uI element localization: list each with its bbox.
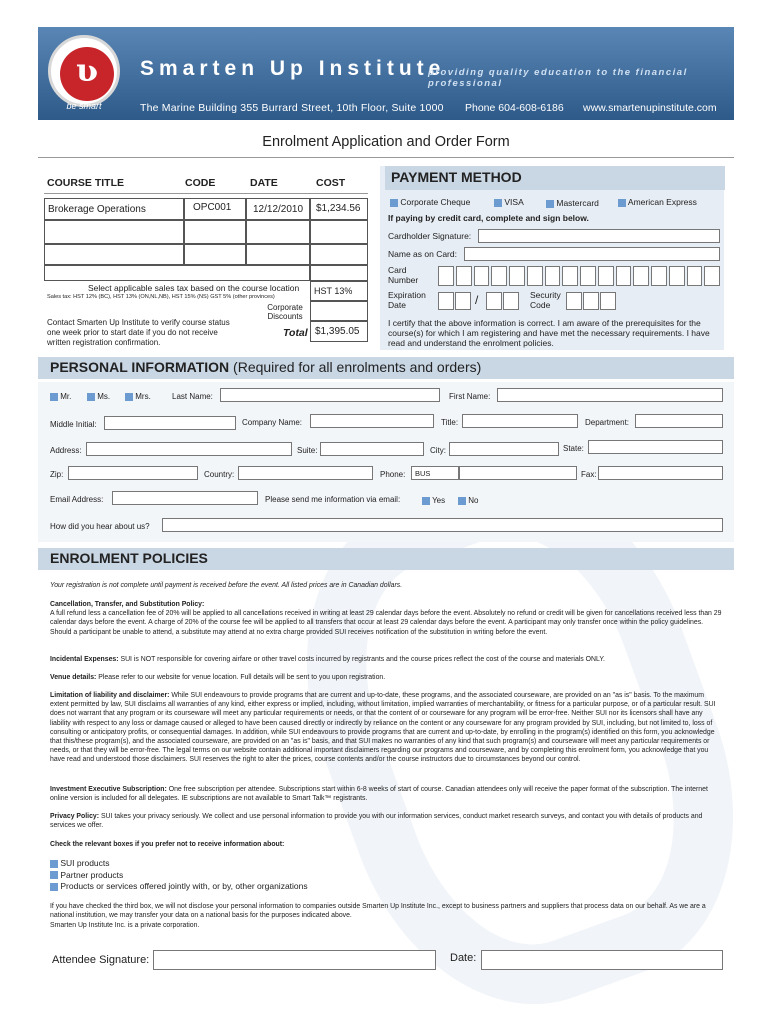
certify-text: I certify that the above information is correct. I am aware of the prerequisites for the course(s) for which I am registering and have met the necessary requirements. I have read and understand the enrolment policies.	[388, 318, 710, 348]
exp-month-2[interactable]	[455, 292, 471, 310]
logo-icon: ʋ	[75, 51, 99, 89]
cvv-box[interactable]	[583, 292, 599, 310]
policy-heading: Venue details:	[50, 674, 97, 681]
policy-incidental	[50, 655, 722, 664]
policy-text: SUI is NOT responsible for covering airfare or other travel costs incurred by registrants and the course prices reflect the cost of the course and materials ONLY.	[120, 656, 605, 663]
policy-intro: Your registration is not complete until payment is received before the event. All listed prices are in Canadian dollars.	[50, 582, 403, 589]
email-no[interactable]	[458, 496, 478, 505]
date-cell[interactable]: 12/12/2010	[246, 198, 310, 220]
exp-year-1[interactable]	[486, 292, 502, 310]
digit-box[interactable]	[527, 266, 543, 286]
checkbox-icon[interactable]	[458, 497, 466, 505]
policy-heading: Cancellation, Transfer, and Substitution Policy:	[50, 601, 205, 608]
checkbox-icon[interactable]	[494, 199, 502, 207]
middle-initial-field[interactable]	[104, 416, 236, 430]
digit-box[interactable]	[438, 266, 454, 286]
cost-cell[interactable]	[310, 265, 368, 281]
digit-box[interactable]	[474, 266, 490, 286]
cost-cell[interactable]: $1,234.56	[310, 198, 368, 220]
policy-privacy	[50, 812, 722, 830]
option-label: Mastercard	[556, 198, 599, 208]
payment-title: PAYMENT METHOD	[385, 166, 725, 190]
credit-note: If paying by credit card, complete and sign below.	[388, 213, 589, 223]
code-cell[interactable]: OPC001	[184, 198, 246, 220]
contact-note: Contact Smarten Up Institute to verify course status one week prior to start date if you do not receive written registration confirmation.	[47, 318, 230, 347]
brand-name: Smarten Up Institute	[140, 57, 446, 80]
policy-text: Please refer to our website for venue location. Full details will be sent to you upon registration.	[98, 674, 386, 681]
optout-joint[interactable]	[50, 881, 308, 893]
course-title-cell[interactable]: Brokerage Operations	[44, 198, 184, 220]
date-label: Date:	[450, 952, 477, 964]
option-label: American Express	[627, 197, 697, 207]
digit-box[interactable]	[687, 266, 703, 286]
checkbox-icon[interactable]	[50, 883, 58, 891]
city-field[interactable]	[449, 442, 559, 456]
email-label: Email Address:	[50, 495, 104, 504]
address: The Marine Building 355 Burrard Street, 10th Floor, Suite 1000	[140, 102, 444, 114]
option-visa[interactable]	[494, 197, 524, 207]
option-label: VISA	[504, 197, 524, 207]
digit-box[interactable]	[616, 266, 632, 286]
digit-box[interactable]	[598, 266, 614, 286]
personal-info-header	[38, 357, 734, 379]
divider	[44, 193, 368, 194]
last-name-label: Last Name:	[172, 392, 213, 401]
digit-box[interactable]	[509, 266, 525, 286]
code-cell[interactable]	[184, 220, 246, 244]
email-field[interactable]	[112, 491, 258, 505]
send-info-label: Please send me information via email:	[265, 495, 401, 504]
form-title: Enrolment Application and Order Form	[262, 134, 510, 150]
website-link[interactable]: www.smartenupinstitute.com	[583, 102, 717, 114]
optout-partner[interactable]	[50, 870, 308, 882]
title-label: Title:	[441, 418, 459, 427]
tax-select[interactable]: HST 13%	[310, 281, 368, 301]
digit-box[interactable]	[491, 266, 507, 286]
attendee-signature-field[interactable]	[153, 950, 436, 970]
digit-box[interactable]	[456, 266, 472, 286]
name-on-card-label: Name as on Card:	[388, 249, 457, 259]
city-label: City:	[430, 446, 446, 455]
expiration-label: Expiration Date	[388, 290, 426, 310]
exp-month-1[interactable]	[438, 292, 454, 310]
option-label: Corporate Cheque	[400, 197, 471, 207]
total-label: Total	[283, 327, 308, 339]
total-value[interactable]: $1,395.05	[310, 321, 368, 342]
course-title-cell[interactable]	[44, 244, 184, 265]
course-title-cell[interactable]	[44, 265, 310, 281]
cardholder-field[interactable]	[478, 229, 720, 243]
fax-field[interactable]	[598, 466, 723, 480]
department-field[interactable]	[635, 414, 723, 428]
email-yes[interactable]	[422, 496, 445, 505]
phone-label: Phone:	[380, 470, 406, 479]
slash: /	[475, 293, 479, 307]
discount-label: Corporate Discounts	[267, 303, 303, 321]
policy-text: SUI takes your privacy seriously. We collect and use personal information to provide you with our information services, conduct market research surveys, and contact you with details of products and services we offer.	[50, 813, 703, 830]
date-field[interactable]	[481, 950, 723, 970]
title-mrs[interactable]	[125, 392, 151, 401]
logo	[48, 35, 120, 107]
section-title: PERSONAL INFORMATION	[50, 359, 230, 375]
checkbox-icon[interactable]	[546, 200, 554, 208]
checkbox-icon[interactable]	[390, 199, 398, 207]
zip-label: Zip:	[50, 470, 64, 479]
label: Mr.	[60, 392, 72, 401]
tax-label: Select applicable sales tax based on the course location	[88, 283, 300, 293]
digit-box[interactable]	[669, 266, 685, 286]
logo-subtitle: be smart	[66, 101, 102, 111]
policy-venue	[50, 673, 722, 682]
optout-sui[interactable]	[50, 858, 308, 870]
col-course-title: COURSE TITLE	[47, 177, 125, 189]
policy-liability	[50, 691, 722, 765]
label: Products or services offered jointly with, or by, other organizations	[60, 881, 308, 891]
col-date: DATE	[250, 177, 278, 189]
digit-box[interactable]	[704, 266, 720, 286]
middle-initial-label: Middle Initial:	[50, 420, 97, 429]
state-field[interactable]	[588, 440, 723, 454]
zip-field[interactable]	[68, 466, 198, 480]
first-name-field[interactable]	[497, 388, 723, 402]
cost-cell[interactable]	[310, 220, 368, 244]
phone-type[interactable]: BUS	[411, 466, 459, 480]
digit-box[interactable]	[651, 266, 667, 286]
policy-heading: Investment Executive Subscription:	[50, 786, 167, 793]
cardholder-label: Cardholder Signature:	[388, 231, 472, 241]
address-field[interactable]	[86, 442, 292, 456]
checkbox-icon[interactable]	[50, 393, 58, 401]
policy-heading: Incidental Expenses:	[50, 656, 119, 663]
label: Mrs.	[135, 392, 151, 401]
code-cell[interactable]	[184, 244, 246, 265]
date-cell[interactable]	[246, 220, 310, 244]
country-label: Country:	[204, 470, 235, 479]
tax-detail: Sales tax: HST 12% (BC), HST 13% (ON,NL,NB), HST 15% (NS) GST 5% (other provinces)	[47, 294, 275, 300]
policy-heading: Privacy Policy:	[50, 813, 100, 820]
title-ms[interactable]	[87, 392, 110, 401]
name-on-card-field[interactable]	[464, 247, 720, 261]
checkbox-icon[interactable]	[87, 393, 95, 401]
policy-cancellation	[50, 600, 722, 637]
tagline: providing quality education to the financial professional	[428, 67, 688, 89]
digit-box[interactable]	[545, 266, 561, 286]
policies-header: ENROLMENT POLICIES	[38, 548, 734, 570]
address-label: Address:	[50, 446, 82, 455]
course-title-cell[interactable]	[44, 220, 184, 244]
label: No	[468, 496, 479, 505]
company-label: Company Name:	[242, 418, 303, 427]
option-amex[interactable]	[618, 197, 697, 207]
cost-cell[interactable]	[310, 244, 368, 265]
checkbox-icon[interactable]	[50, 871, 58, 879]
policy-check-heading: Check the relevant boxes if you prefer not to receive information about:	[50, 841, 285, 848]
title-mr[interactable]	[50, 392, 71, 401]
checkbox-icon[interactable]	[50, 860, 58, 868]
checkbox-icon[interactable]	[422, 497, 430, 505]
suite-field[interactable]	[320, 442, 424, 456]
policy-heading: Limitation of liability and disclaimer:	[50, 692, 170, 699]
country-field[interactable]	[238, 466, 373, 480]
checkbox-icon[interactable]	[618, 199, 626, 207]
col-cost: COST	[316, 177, 346, 189]
digit-box[interactable]	[633, 266, 649, 286]
exp-year-2[interactable]	[503, 292, 519, 310]
policy-text: One free subscription per attendee. Subscriptions start within 6-8 weeks of start of course. Canadian attendees only will receive the paper format of the subscription. The internet online version is included for all delegates. IE subscriptions are not available to Smart Talk™ registrants.	[50, 786, 708, 803]
card-number-label: Card Number	[388, 265, 419, 285]
policy-text: A full refund less a cancellation fee of 20% will be applied to all cancellations received in writing at least 29 calendar days before the event. Absolutely no refund or credit will be given for cancellations received less than 29 calendar days before the event. A charge of 20% of the course fee will be applied to all transfers that occur at least 29 calendar days before the event. A participant may only transfer once within the policy guidelines. Should a participant be unable to attend, a substitute may attend at no extra charge provided SUI receives notification of the substitution in writing before the event.	[50, 610, 722, 636]
cvv-box[interactable]	[566, 292, 582, 310]
suite-label: Suite:	[297, 446, 318, 455]
digit-box[interactable]	[580, 266, 596, 286]
hear-field[interactable]	[162, 518, 723, 532]
card-number-field[interactable]	[438, 266, 720, 286]
attendee-signature-label: Attendee Signature:	[52, 954, 150, 966]
phone: Phone 604-608-6186	[465, 102, 564, 114]
title-field[interactable]	[462, 414, 578, 428]
checkbox-icon[interactable]	[125, 393, 133, 401]
label: Yes	[432, 496, 446, 505]
last-name-field[interactable]	[220, 388, 440, 402]
col-code: CODE	[185, 177, 216, 189]
discount-field[interactable]	[310, 301, 368, 321]
digit-box[interactable]	[562, 266, 578, 286]
state-label: State:	[563, 444, 584, 453]
hear-label: How did you hear about us?	[50, 522, 150, 531]
first-name-label: First Name:	[449, 392, 491, 401]
company-field[interactable]	[310, 414, 434, 428]
policy-text: While SUI endeavours to provide programs that are current and up-to-date, these programs, and the associated courseware, are provided on an "as is" basis. To the maximum extent permitted by law, SUI disclaims all warranties of any kind, either express or implied, including, without limitation, implied warranties of merchantability, or fitness for a particular purpose, or of a particular result. SUI does not warrant that any program or its courseware will meet any particular requirements or needs, or that the content of or courseware for any program will be error-free. Neither SUI nor its licensors shall have any liability with respect to any loss or damage caused or alleged to have been caused directly or indirectly by reliance on the content or any courseware for any program provided by SUI, including, but not limited to, loss of consulting or anticipatory profits, or consequential damages. In addition, while SUI endeavours to provide programs that are current and up-to-date, by enrolling in the program(s) identified on this form, you acknowledge that this/these program(s), and the associated courseware, are provided on an "as is" basis, and that SUI makes no warranties of any kind that such program(s) and courseware will meet any particular requirements or needs, or that they will be error-free. The legal terms on our website contain additional important disclaimers regarding our programs and courseware, and by completing this enrolment form, you acknowledge that you have read and understood those disclaimers. SUI reserves the right to alter the prices, course contents and/or the course instructors due to circumstances beyond our control.	[50, 692, 716, 764]
divider	[38, 157, 734, 158]
private-corp: Smarten Up Institute Inc. is a private corporation.	[50, 922, 200, 929]
phone-field[interactable]	[459, 466, 577, 480]
cvv-box[interactable]	[600, 292, 616, 310]
optout-list	[50, 858, 308, 893]
header-banner	[38, 27, 734, 120]
label: SUI products	[60, 858, 110, 868]
department-label: Department:	[585, 418, 630, 427]
label: Partner products	[60, 869, 124, 880]
option-mastercard[interactable]	[546, 198, 599, 208]
security-label: Security Code	[530, 290, 561, 310]
policy-third-box: If you have checked the third box, we will not disclose your personal information to companies outside Smarten Up Institute Inc., except to business partners and suppliers that process data on our behalf. As we are a national institution, we may transfer your data on a national basis for the purposes indicated above.	[50, 903, 706, 920]
section-subtitle: (Required for all enrolments and orders)	[233, 359, 482, 375]
option-corporate-cheque[interactable]	[390, 197, 470, 207]
policy-investment	[50, 785, 722, 803]
logo-mark	[60, 47, 114, 101]
label: Ms.	[97, 392, 111, 401]
date-cell[interactable]	[246, 244, 310, 265]
fax-label: Fax:	[581, 470, 597, 479]
